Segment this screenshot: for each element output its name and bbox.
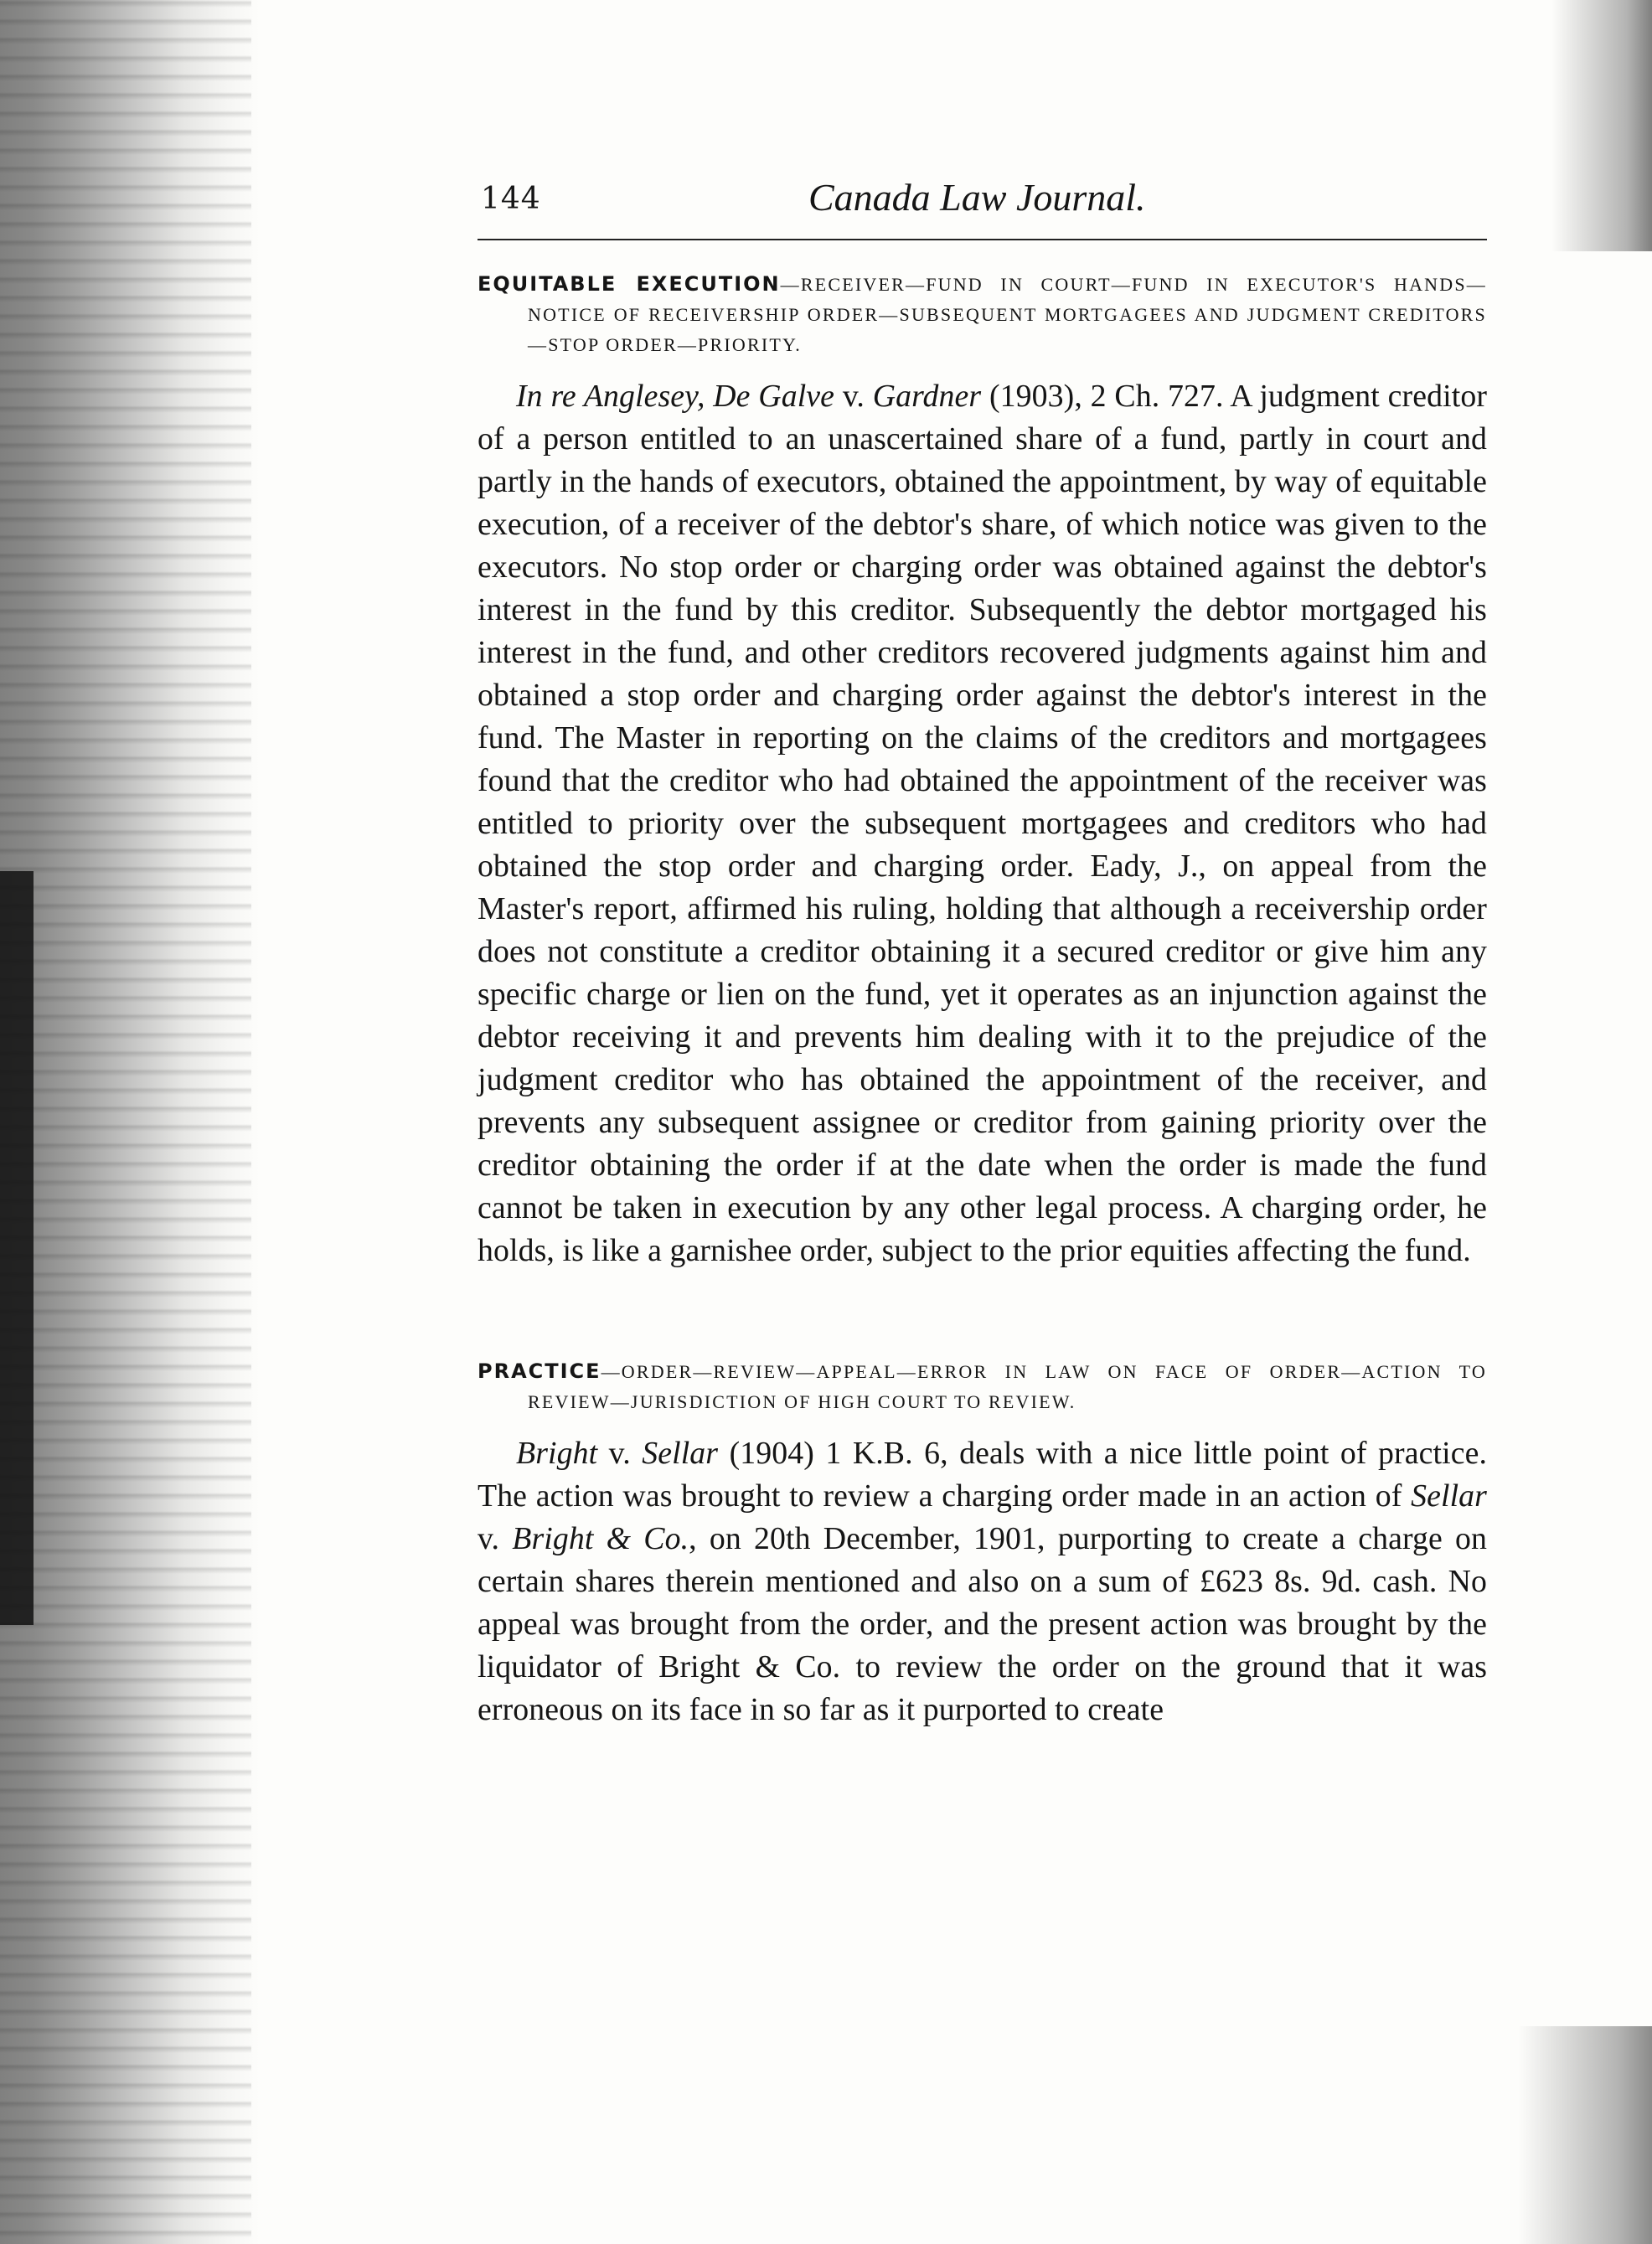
case-body: deals with a nice little point of practice. The action was brought to review a charging order made in an action of: [478, 1435, 1487, 1514]
case-versus: v.: [478, 1520, 513, 1556]
case-body: A judgment creditor of a person entitled to an unascertained share of a fund, partly in court and partly in the hands of executors, obtained the appointment, by way of equitable execution, of a receiver of the debtor's share, of which notice was given to the executors. No stop order or charging order was obtained against the debtor's interest in the fund by this creditor. Subsequently the debtor mortgaged his interest in the fund, and other creditors recovered judgments against him and obtained a stop order and charging order against the debtor's interest in the fund. The Master in reporting on the claims of the creditors and mortgagees found that the creditor who had obtained the appointment of the receiver was entitled to priority over the subsequent mortgagees and creditors who had obtained the stop order and charging order. Eady, J., on appeal from the Master's report, affirmed his ruling, holding that although a receivership order does not constitute a creditor obtaining it a secured creditor or give him any specific charge or lien on the fund, yet it operates as an injunction against the debtor receiving it and prevents him dealing with it to the prejudice of the judgment creditor who has obtained the appointment of the receiver, and prevents any subsequent assignee or creditor from gaining priority over the creditor obtaining the order if at the date when the order is made the fund cannot be taken in execution by any other legal process. A charging order, he holds, is like a garnishee order, subject to the prior equities affecting the fund.: [478, 379, 1487, 1268]
case-party: Gardner: [872, 379, 982, 414]
case-name: Sellar: [1411, 1478, 1487, 1514]
page-corner-shadow-bottom: [1518, 2026, 1652, 2244]
case-name: In re Anglesey, De Galve: [516, 379, 835, 414]
page-edge-shadow: [0, 871, 34, 1625]
case-party: Bright & Co.: [512, 1520, 689, 1556]
page-corner-shadow-top: [1551, 0, 1652, 251]
case-versus: v.: [834, 379, 873, 414]
page-number: 144: [481, 182, 541, 216]
heading-subtopics: —RECEIVER—FUND IN COURT—FUND IN EXECUTOR'S HANDS—NOTICE OF RECEIVERSHIP ORDER—SUBSEQUENT MORTGAGEES AND JUDGMENT CREDITORS—STOP ORDER—PRIORITY.: [528, 274, 1487, 355]
section-heading-equitable-execution: [478, 269, 1487, 360]
heading-subtopics: —ORDER—REVIEW—APPEAL—ERROR IN LAW ON FACE OF ORDER—ACTION TO REVIEW—JURISDICTION OF HIGH COURT TO REVIEW.: [528, 1360, 1487, 1412]
page-content: [478, 172, 1487, 1763]
section-heading-practice: [478, 1356, 1487, 1417]
case-body: , on 20th December, 1901, purporting to create a charge on certain shares therein mentioned and also on a sum of £623 8s. 9d. cash. No appeal was brought from the order, and the present action was brought by the liquidator of Bright & Co. to review the order on the ground that it was erroneous on its face in so far as it purported to create: [478, 1520, 1487, 1727]
heading-lead: PRACTICE: [478, 1359, 601, 1383]
case-name: Bright: [516, 1435, 598, 1471]
case-versus: v.: [597, 1435, 643, 1471]
running-header: [478, 172, 1487, 240]
book-gutter-texture: [0, 0, 251, 2244]
heading-lead: EQUITABLE EXECUTION: [478, 272, 781, 296]
case-summary-paragraph: [478, 1432, 1487, 1731]
case-citation: (1904) 1 K.B. 6,: [718, 1435, 948, 1471]
case-summary-paragraph: [478, 375, 1487, 1272]
journal-title: Canada Law Journal.: [808, 176, 1146, 219]
case-citation: (1903), 2 Ch. 727.: [981, 379, 1224, 414]
case-party: Sellar: [642, 1435, 719, 1471]
